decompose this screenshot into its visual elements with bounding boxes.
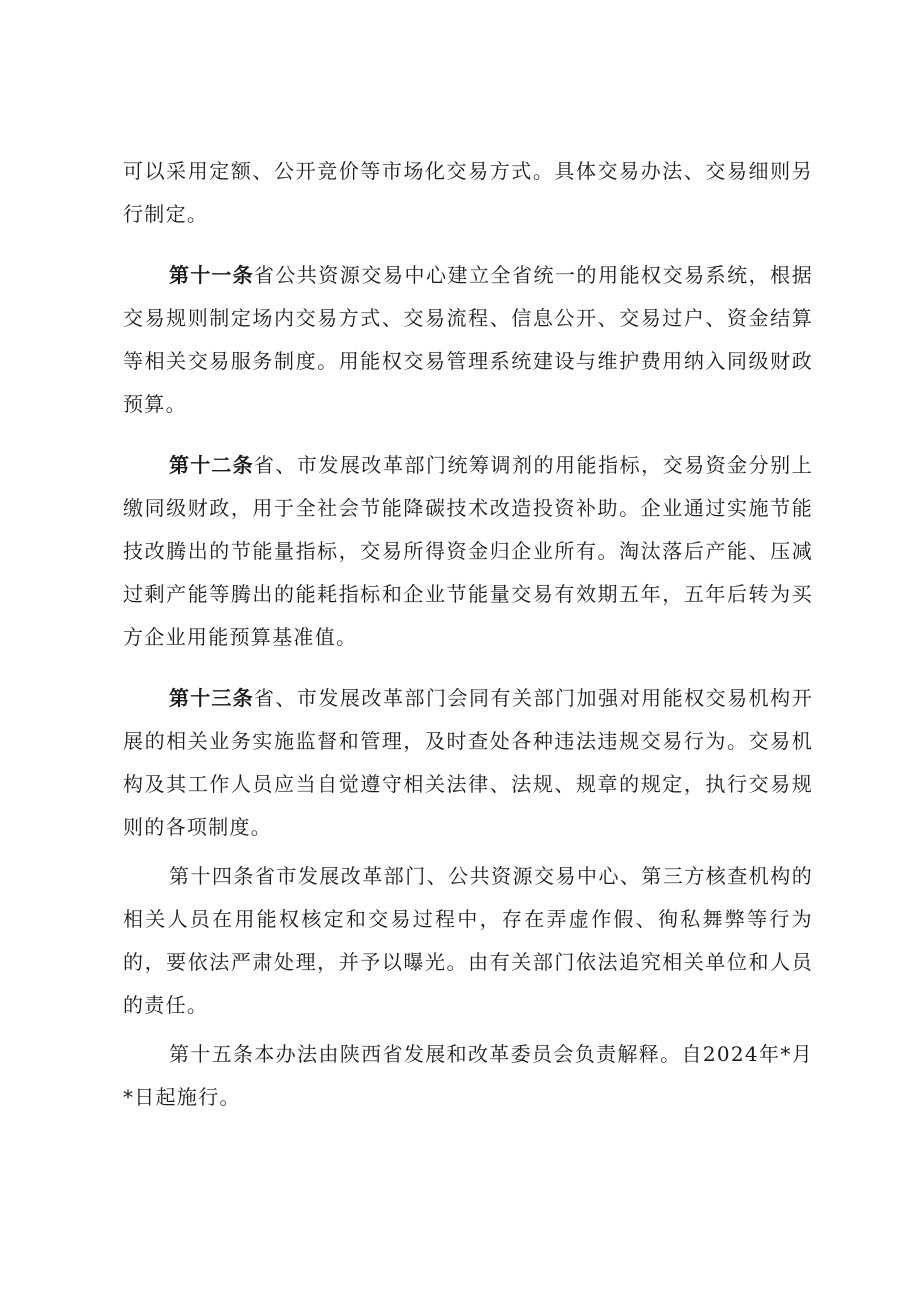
article-label: 第十三条 — [169, 686, 254, 710]
article-12 — [123, 444, 813, 659]
article-text: 省、市发展改革部门统筹调剂的用能指标，交易资金分别上缴同级财政，用于全社会节能降碳技术改造投资补助。企业通过实施节能技改腾出的节能量指标，交易所得资金归企业所有。淘汰落后产能、压减过剩产能等腾出的能耗指标和企业节能量交易有效期五年，五年后转为买方企业用能预算基准值。 — [123, 453, 813, 649]
article-text: 第十四条省市发展改革部门、公共资源交易中心、第三方核查机构的相关人员在用能权核定和交易过程中，存在弄虚作假、徇私舞弊等行为的，要依法严肃处理，并予以曝光。由有关部门依法追究相关单位和人员的责任。 — [123, 864, 813, 1017]
article-label: 第十二条 — [169, 453, 254, 477]
article-text: 省、市发展改革部门会同有关部门加强对用能权交易机构开展的相关业务实施监督和管理，及时查处各种违法违规交易行为。交易机构及其工作人员应当自觉遵守相关法律、法规、规章的规定，执行交易规则的各项制度。 — [123, 686, 813, 839]
document-page — [123, 150, 813, 1137]
article-11 — [123, 254, 813, 426]
article-text: 省公共资源交易中心建立全省统一的用能权交易系统，根据交易规则制定场内交易方式、交易流程、信息公开、交易过户、资金结算等相关交易服务制度。用能权交易管理系统建设与维护费用纳入同级财政预算。 — [123, 263, 813, 416]
article-14 — [123, 855, 813, 1027]
paragraph-continuation — [123, 150, 813, 236]
article-label: 第十一条 — [169, 263, 254, 287]
article-text: 第十五条本办法由陕西省发展和改革委员会负责解释。自2024年*月*日起施行。 — [123, 1042, 813, 1109]
article-15 — [123, 1033, 813, 1119]
article-13 — [123, 677, 813, 849]
paragraph-text: 可以采用定额、公开竞价等市场化交易方式。具体交易办法、交易细则另行制定。 — [123, 159, 813, 226]
